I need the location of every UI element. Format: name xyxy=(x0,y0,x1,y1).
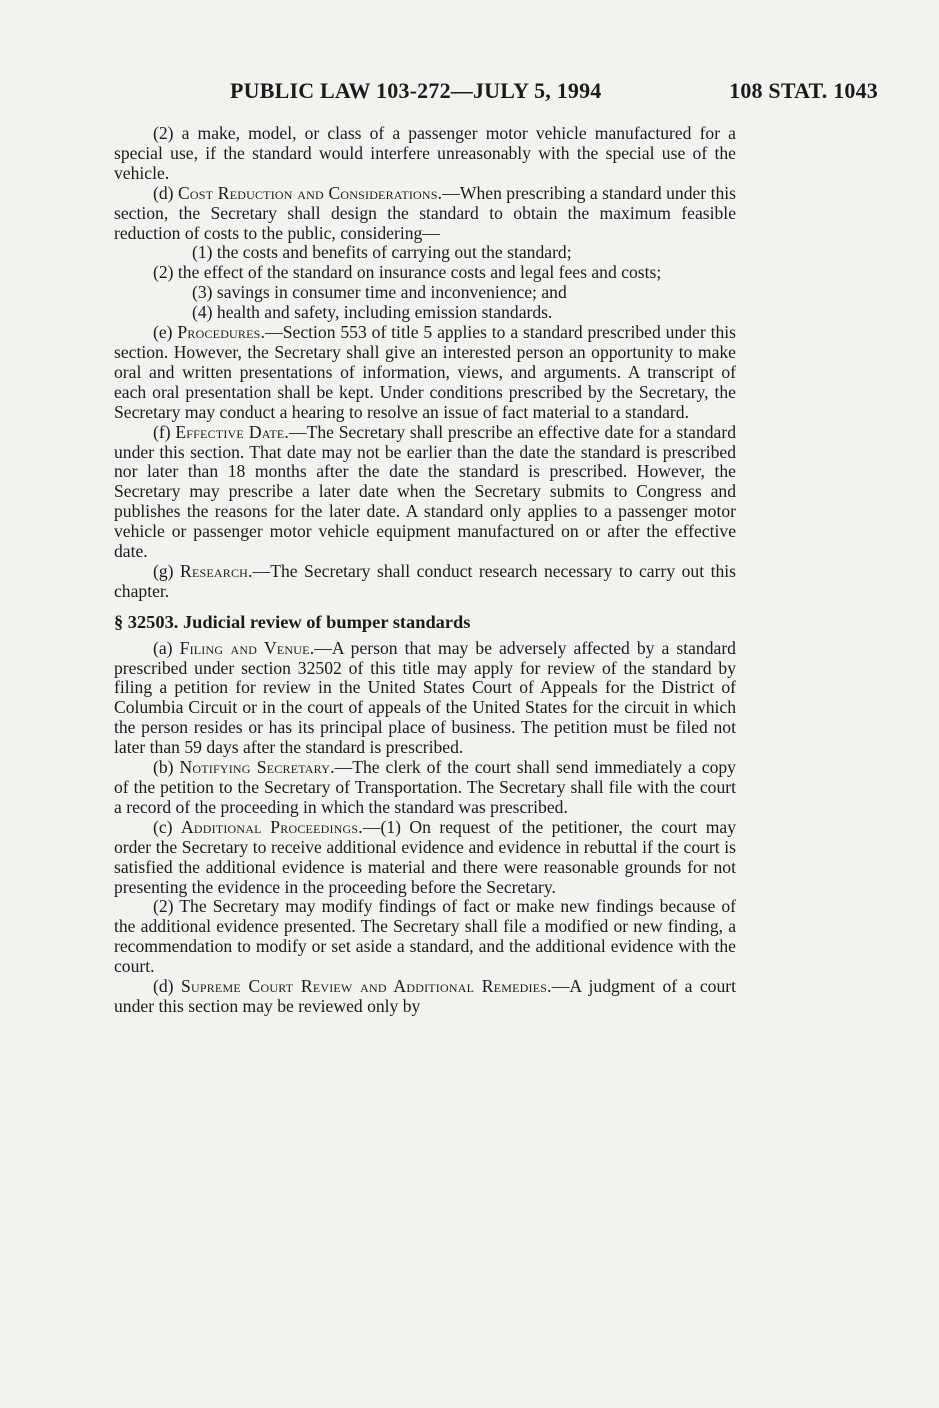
paragraph-c2-court xyxy=(114,897,736,977)
paragraph-c2-court-text: (2) The Secretary may modify findings of fact or make new findings because of the additional evidence presented. The Secretary shall file a modified or new finding, a recommendation to modify or set aside a standard, and the additional evidence with the court. xyxy=(114,896,736,977)
paragraph-b-label: (b) xyxy=(153,757,180,778)
paragraph-g-label: (g) xyxy=(153,560,181,581)
paragraph-a-text: —A person that may be adversely affected by a standard prescribed under section 32502 of this title may apply for review of the standard by filing a petition for review in the United States Court of Appeals for the District of Columbia Circuit or in the court of appeals of the United States for the circuit in which the person resides or has its principal place of business. The petition must be filed not later than 59 days after the standard is prescribed. xyxy=(114,637,736,758)
paragraph-b xyxy=(114,758,736,818)
paragraph-d2 xyxy=(75,263,736,283)
paragraph-b-heading: Notifying Secretary. xyxy=(179,757,335,778)
paragraph-e-heading: Procedures. xyxy=(177,322,266,343)
paragraph-c2-text: (2) a make, model, or class of a passenger motor vehicle manufactured for a special use, if the standard would interfere unreasonably with the special use of the vehicle. xyxy=(114,123,736,183)
paragraph-supreme-d-text: —A judgment of a court under this section may be reviewed only by xyxy=(114,976,737,1016)
paragraph-c-heading: Additional Proceedings. xyxy=(180,816,363,837)
paragraph-d-heading: Cost Reduction and Considerations. xyxy=(177,182,443,203)
paragraph-c2 xyxy=(75,124,736,184)
paragraph-supreme-d xyxy=(114,977,736,1017)
paragraph-c-text: —(1) On request of the petitioner, the court may order the Secretary to receive additional evidence and evidence in rebuttal if the court is satisfied the additional evidence is material and there were reasonable grounds for not presenting the evidence in the proceeding before the Secretary. xyxy=(114,816,736,897)
paragraph-f-heading: Effective Date. xyxy=(175,421,289,442)
paragraph-f-text: —The Secretary shall prescribe an effective date for a standard under this section. That date may not be earlier than the date the standard is prescribed nor later than 18 months after the date the standard is prescribed. However, the Secretary may prescribe a later date when the Secretary submits to Congress and publishes the reasons for the later date. A standard only applies to a passenger motor vehicle or passenger motor vehicle equipment manufactured on or after the effective date. xyxy=(114,421,737,562)
paragraph-a-label: (a) xyxy=(153,637,180,658)
header-public-law: PUBLIC LAW 103-272—JULY 5, 1994 xyxy=(230,78,602,103)
paragraph-d4 xyxy=(114,303,736,323)
paragraph-a xyxy=(114,639,736,758)
paragraph-d4-text: (4) health and safety, including emission standards. xyxy=(192,302,553,323)
paragraph-d1-text: (1) the costs and benefits of carrying out the standard; xyxy=(192,242,572,263)
running-header xyxy=(230,78,878,108)
paragraph-g-text: —The Secretary shall conduct research necessary to carry out this chapter. xyxy=(114,560,737,601)
paragraph-c xyxy=(114,818,736,898)
paragraph-supreme-d-heading: Supreme Court Review and Additional Remedies. xyxy=(181,976,552,997)
paragraph-d xyxy=(114,184,736,244)
paragraph-d-text: —When prescribing a standard under this section, the Secretary shall design the standard to obtain the maximum feasible reduction of costs to the public, considering— xyxy=(114,182,736,243)
paragraph-f-label: (f) xyxy=(153,421,176,442)
paragraph-e xyxy=(114,323,736,423)
paragraph-d3 xyxy=(114,283,736,303)
section-heading: § 32503. Judicial review of bumper standards xyxy=(114,611,471,632)
paragraph-c-label: (c) xyxy=(153,816,181,837)
paragraph-a-heading: Filing and Venue. xyxy=(179,637,315,658)
paragraph-d2-text: (2) the effect of the standard on insurance costs and legal fees and costs; xyxy=(153,262,662,283)
paragraph-supreme-d-label: (d) xyxy=(153,976,181,997)
paragraph-g-heading: Research. xyxy=(180,560,253,581)
paragraph-d-label: (d) xyxy=(153,182,178,203)
paragraph-e-text: —Section 553 of title 5 applies to a standard prescribed under this section. However, the Secretary shall give an interested person an opportunity to make oral and written presentations of information, views, and arguments. A transcript of each oral presentation shall be kept. Under conditions prescribed by the Secretary, the Secretary may conduct a hearing to resolve an issue of fact material to a standard. xyxy=(114,322,736,422)
body-text xyxy=(114,124,736,1017)
paragraph-b-text: —The clerk of the court shall send immediately a copy of the petition to the Secretary of Transportation. The Secretary shall file with the court a record of the proceeding in which the standard was prescribed. xyxy=(114,757,736,817)
paragraph-g xyxy=(114,562,736,602)
header-stat-page: 108 STAT. 1043 xyxy=(729,78,878,103)
paragraph-d1 xyxy=(114,243,736,263)
paragraph-f xyxy=(114,423,736,562)
paragraph-e-label: (e) xyxy=(153,322,178,343)
paragraph-d3-text: (3) savings in consumer time and inconvenience; and xyxy=(192,282,567,303)
